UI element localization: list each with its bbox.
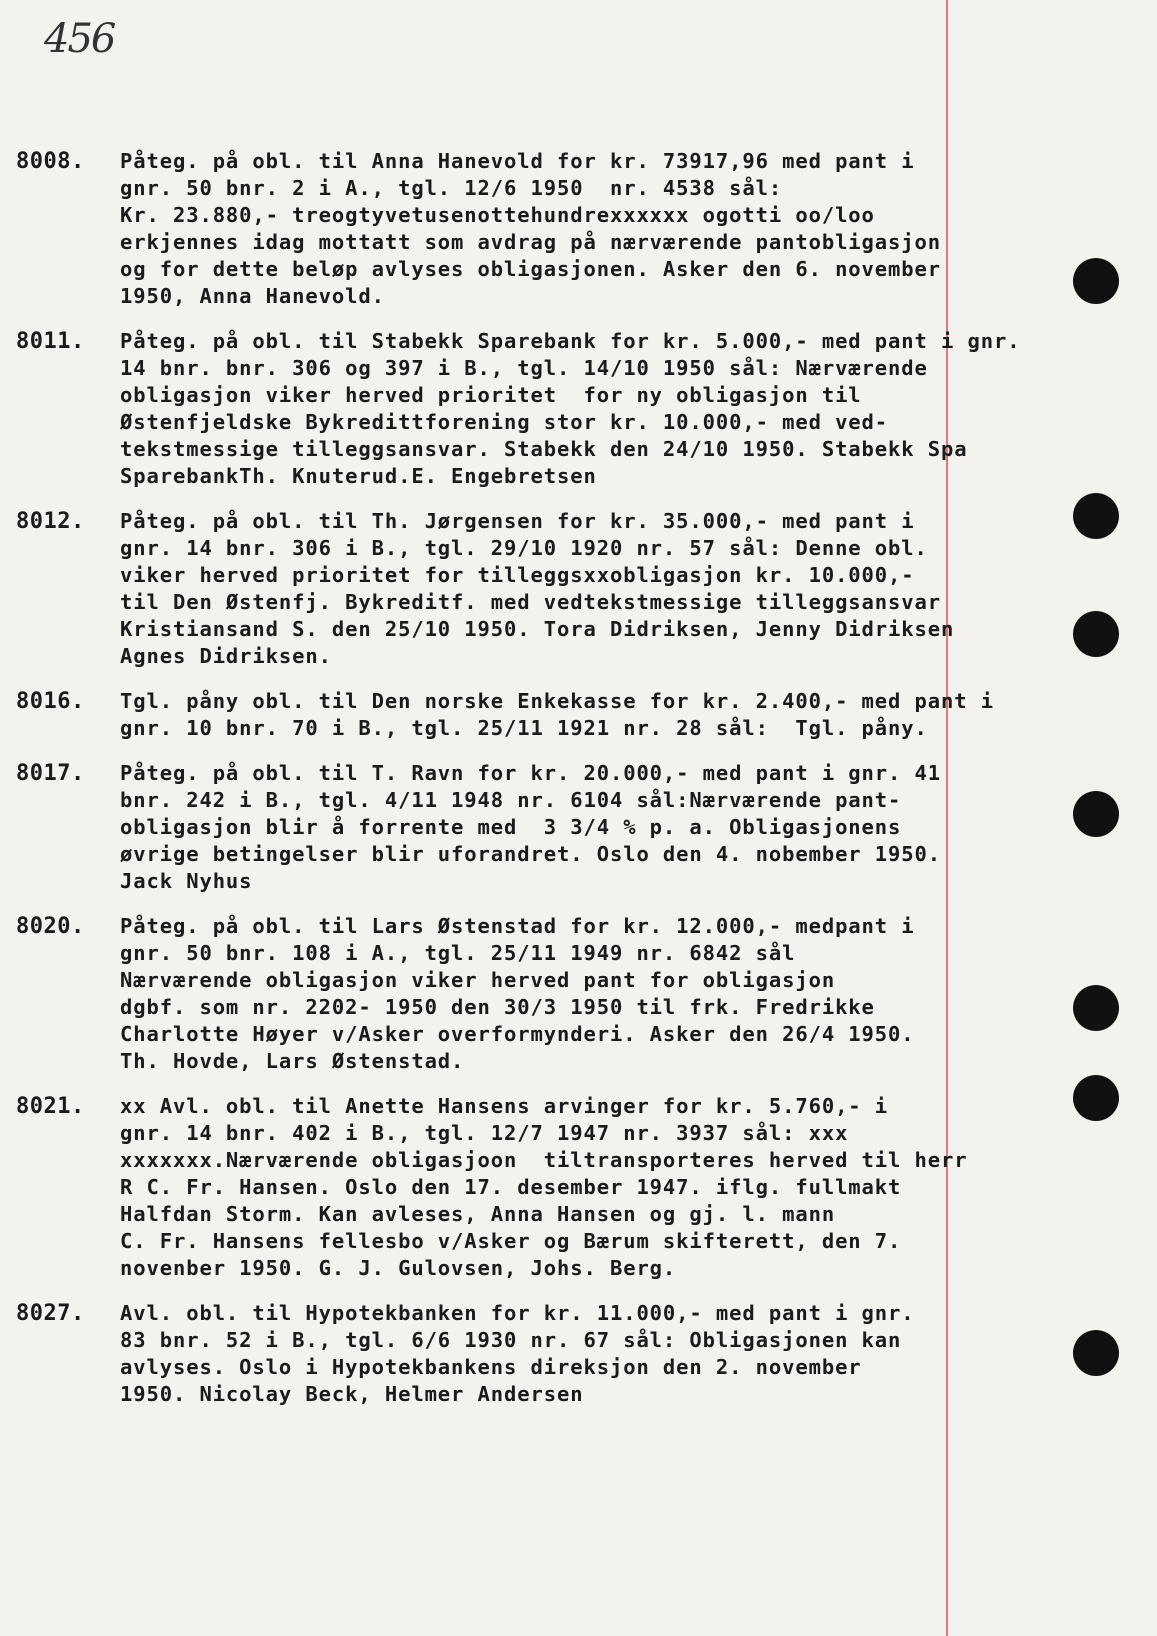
- entry-text-line: gnr. 50 bnr. 108 i A., tgl. 25/11 1949 nr. 6842 sål: [120, 941, 796, 965]
- ledger-entry: [16, 1300, 1016, 1408]
- entry-text-line: til Den Østenfj. Bykreditf. med vedtekstmessige tilleggsansvar: [120, 590, 942, 614]
- entry-text-line: xxxxxxx.Nærværende obligasjoon tiltransporteres herved til herr: [120, 1148, 968, 1172]
- ledger-entry: [16, 508, 1016, 670]
- punch-hole: [1073, 493, 1119, 539]
- entry-text: [120, 760, 1016, 895]
- entry-text-line: Nærværende obligasjon viker herved pant for obligasjon: [120, 968, 836, 992]
- entry-text-line: øvrige betingelser blir uforandret. Oslo den 4. nobember 1950.: [120, 842, 942, 866]
- entry-text-line: obligasjon blir å forrente med 3 3/4 % p. a. Obligasjonens: [120, 815, 902, 839]
- entry-text-line: Agnes Didriksen.: [120, 644, 332, 668]
- punch-hole: [1073, 985, 1119, 1031]
- entry-number: 8008.: [16, 149, 85, 174]
- entry-text-line: Tgl. påny obl. til Den norske Enkekasse for kr. 2.400,- med pant i: [120, 689, 994, 713]
- ledger-entry: [16, 760, 1016, 895]
- entry-text-line: avlyses. Oslo i Hypotekbankens direksjon den 2. november: [120, 1355, 862, 1379]
- punch-hole: [1073, 611, 1119, 657]
- entry-text: [120, 1300, 1016, 1408]
- entry-text-line: Kristiansand S. den 25/10 1950. Tora Didriksen, Jenny Didriksen: [120, 617, 955, 641]
- entry-text-line: Påteg. på obl. til Anna Hanevold for kr. 73917,96 med pant i: [120, 149, 915, 173]
- entry-text-line: gnr. 14 bnr. 306 i B., tgl. 29/10 1920 nr. 57 sål: Denne obl.: [120, 536, 928, 560]
- punch-hole: [1073, 258, 1119, 304]
- entry-number: 8011.: [16, 329, 85, 354]
- entry-number: 8027.: [16, 1301, 85, 1326]
- entry-number: 8017.: [16, 761, 85, 786]
- entry-text-line: gnr. 10 bnr. 70 i B., tgl. 25/11 1921 nr. 28 sål: Tgl. påny.: [120, 716, 928, 740]
- entry-number: 8021.: [16, 1094, 85, 1119]
- entry-text: [120, 148, 1016, 310]
- entry-text-line: Jack Nyhus: [120, 869, 253, 893]
- entry-text: [120, 688, 1016, 742]
- page-number: 456: [44, 16, 115, 62]
- punch-hole: [1073, 1075, 1119, 1121]
- ledger-entry: [16, 688, 1016, 742]
- entry-text-line: 1950. Nicolay Beck, Helmer Andersen: [120, 1382, 584, 1406]
- entry-number: 8012.: [16, 509, 85, 534]
- entry-text-line: Th. Hovde, Lars Østenstad.: [120, 1049, 465, 1073]
- entry-text-line: Avl. obl. til Hypotekbanken for kr. 11.000,- med pant i gnr.: [120, 1301, 915, 1325]
- entry-text-line: 14 bnr. bnr. 306 og 397 i B., tgl. 14/10 1950 sål: Nærværende: [120, 356, 928, 380]
- entries-list: [16, 148, 1021, 1426]
- entry-number: 8016.: [16, 689, 85, 714]
- ledger-entry: [16, 148, 1016, 310]
- entry-text-line: 1950, Anna Hanevold.: [120, 284, 385, 308]
- entry-text-line: Påteg. på obl. til Lars Østenstad for kr. 12.000,- medpant i: [120, 914, 915, 938]
- entry-text-line: erkjennes idag mottatt som avdrag på nærværende pantobligasjon: [120, 230, 942, 254]
- entry-text-line: SparebankTh. Knuterud.E. Engebretsen: [120, 464, 597, 488]
- entry-text-line: Påteg. på obl. til Th. Jørgensen for kr. 35.000,- med pant i: [120, 509, 915, 533]
- entry-text-line: xx Avl. obl. til Anette Hansens arvinger for kr. 5.760,- i: [120, 1094, 889, 1118]
- entry-text-line: bnr. 242 i B., tgl. 4/11 1948 nr. 6104 sål:Nærværende pant-: [120, 788, 902, 812]
- entry-text-line: Påteg. på obl. til T. Ravn for kr. 20.000,- med pant i gnr. 41: [120, 761, 942, 785]
- ledger-entry: [16, 1093, 1016, 1282]
- entry-text-line: Halfdan Storm. Kan avleses, Anna Hansen og gj. l. mann: [120, 1202, 836, 1226]
- entry-text-line: R C. Fr. Hansen. Oslo den 17. desember 1947. iflg. fullmakt: [120, 1175, 902, 1199]
- punch-hole: [1073, 791, 1119, 837]
- entry-text-line: viker herved prioritet for tilleggsxxobligasjon kr. 10.000,-: [120, 563, 915, 587]
- entry-text-line: Østenfjeldske Bykredittforening stor kr. 10.000,- med ved-: [120, 410, 889, 434]
- entry-text-line: gnr. 14 bnr. 402 i B., tgl. 12/7 1947 nr. 3937 sål: xxx: [120, 1121, 849, 1145]
- entry-text-line: tekstmessige tilleggsansvar. Stabekk den 24/10 1950. Stabekk Spa: [120, 437, 968, 461]
- entry-text-line: obligasjon viker herved prioritet for ny obligasjon til: [120, 383, 862, 407]
- entry-text-line: dgbf. som nr. 2202- 1950 den 30/3 1950 til frk. Fredrikke: [120, 995, 875, 1019]
- entry-text-line: Charlotte Høyer v/Asker overformynderi. Asker den 26/4 1950.: [120, 1022, 915, 1046]
- entry-text: [120, 328, 1021, 490]
- entry-text-line: og for dette beløp avlyses obligasjonen. Asker den 6. november: [120, 257, 942, 281]
- entry-text-line: C. Fr. Hansens fellesbo v/Asker og Bærum skifterett, den 7.: [120, 1229, 902, 1253]
- entry-number: 8020.: [16, 914, 85, 939]
- ledger-entry: [16, 913, 1016, 1075]
- entry-text: [120, 1093, 1016, 1282]
- entry-text: [120, 508, 1016, 670]
- entry-text: [120, 913, 1016, 1075]
- entry-text-line: Påteg. på obl. til Stabekk Sparebank for kr. 5.000,- med pant i gnr.: [120, 329, 1021, 353]
- punch-hole: [1073, 1330, 1119, 1376]
- entry-text-line: gnr. 50 bnr. 2 i A., tgl. 12/6 1950 nr. 4538 sål:: [120, 176, 783, 200]
- entry-text-line: Kr. 23.880,- treogtyvetusenottehundrexxxxxx ogotti oo/loo: [120, 203, 875, 227]
- entry-text-line: novenber 1950. G. J. Gulovsen, Johs. Berg.: [120, 1256, 677, 1280]
- ledger-entry: [16, 328, 1021, 490]
- entry-text-line: 83 bnr. 52 i B., tgl. 6/6 1930 nr. 67 sål: Obligasjonen kan: [120, 1328, 902, 1352]
